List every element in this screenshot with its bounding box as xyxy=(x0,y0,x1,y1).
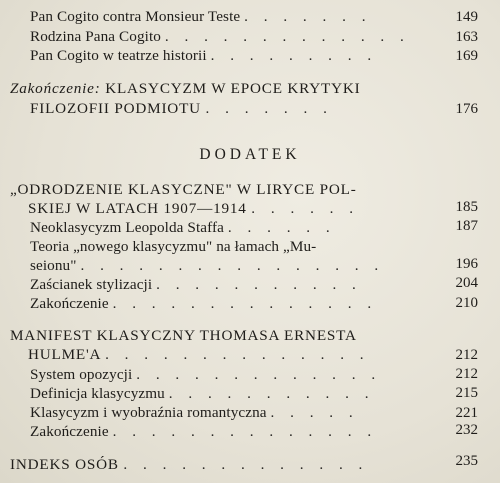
leader-dots: . . . . . xyxy=(270,404,359,421)
leader-dots: . . . . . . . . . . . . . . xyxy=(112,295,378,312)
page-number: 215 xyxy=(455,385,478,401)
page-number: 163 xyxy=(455,29,478,45)
page-number: 210 xyxy=(455,295,478,311)
toc-subentry: Definicja klasycyzmu . . . . . . . . . . . xyxy=(30,385,375,402)
page-number: 187 xyxy=(455,218,478,234)
page-number: 232 xyxy=(455,422,478,438)
leader-dots: . . . . . . . xyxy=(205,100,333,117)
leader-dots: . . . . . . . . . . . xyxy=(156,276,362,293)
appendix-heading: DODATEK xyxy=(199,146,301,163)
page-number: 221 xyxy=(455,405,478,421)
page-number: 212 xyxy=(455,366,478,382)
leader-dots: . . . . . . xyxy=(251,200,360,217)
toc-section-title-cont: SKIEJ W LATACH 1907—1914 . . . . . . xyxy=(28,200,360,217)
toc-section-title: MANIFEST KLASYCZNY THOMASA ERNESTA xyxy=(10,327,357,344)
toc-entry: Rodzina Pana Cogito . . . . . . . . . . . . . xyxy=(30,28,410,45)
toc-subentry: Klasycyzm i wyobraźnia romantyczna . . . . . xyxy=(30,404,359,421)
toc-entry: Pan Cogito w teatrze historii . . . . . . . . . xyxy=(30,47,378,64)
toc-entry: Pan Cogito contra Monsieur Teste . . . . . . . xyxy=(30,8,372,25)
page-number: 169 xyxy=(455,48,478,64)
page-number: 176 xyxy=(455,101,478,117)
toc-section-title-cont: HULME'A . . . . . . . . . . . . . . xyxy=(28,346,370,363)
page-number: 185 xyxy=(455,199,478,215)
leader-dots: . . . . . . . . . . . xyxy=(168,385,375,402)
leader-dots: . . . . . . xyxy=(227,219,336,236)
leader-dots: . . . . . . . xyxy=(244,8,372,25)
leader-dots: . . . . . . . . . . . . . . . . xyxy=(80,257,385,274)
page-number: 204 xyxy=(455,275,478,291)
toc-section-title: „ODRODZENIE KLASYCZNE" W LIRYCE POL- xyxy=(10,181,357,198)
leader-dots: . . . . . . . . . . . . . . xyxy=(105,346,370,363)
leader-dots: . . . . . . . . . . . . . xyxy=(136,366,382,383)
page-number: 212 xyxy=(455,347,478,363)
leader-dots: . . . . . . . . . xyxy=(210,47,378,64)
toc-subentry: Teoria „nowego klasycyzmu" na łamach „Mu- xyxy=(30,238,317,255)
leader-dots: . . . . . . . . . . . . . xyxy=(164,28,410,45)
toc-subentry: Zaścianek stylizacji . . . . . . . . . . . xyxy=(30,276,362,293)
leader-dots: . . . . . . . . . . . . . . xyxy=(112,423,378,440)
toc-index-entry: INDEKS OSÓB . . . . . . . . . . . . . xyxy=(10,456,369,473)
toc-subentry: Neoklasycyzm Leopolda Staffa . . . . . . xyxy=(30,219,336,236)
toc-conclusion-title: Zakończenie: KLASYCYZM W EPOCE KRYTYKI xyxy=(10,80,361,97)
toc-subentry: System opozycji . . . . . . . . . . . . . xyxy=(30,366,382,383)
page-number: 196 xyxy=(455,256,478,272)
leader-dots: . . . . . . . . . . . . . xyxy=(123,456,369,473)
page-number: 235 xyxy=(455,453,478,469)
toc-subentry: Zakończenie . . . . . . . . . . . . . . xyxy=(30,295,378,312)
toc-subentry-cont: seionu" . . . . . . . . . . . . . . . . xyxy=(30,257,385,274)
page-number: 149 xyxy=(455,9,478,25)
toc-subentry: Zakończenie . . . . . . . . . . . . . . xyxy=(30,423,378,440)
toc-conclusion-title-cont: FILOZOFII PODMIOTU . . . . . . . xyxy=(30,100,333,117)
